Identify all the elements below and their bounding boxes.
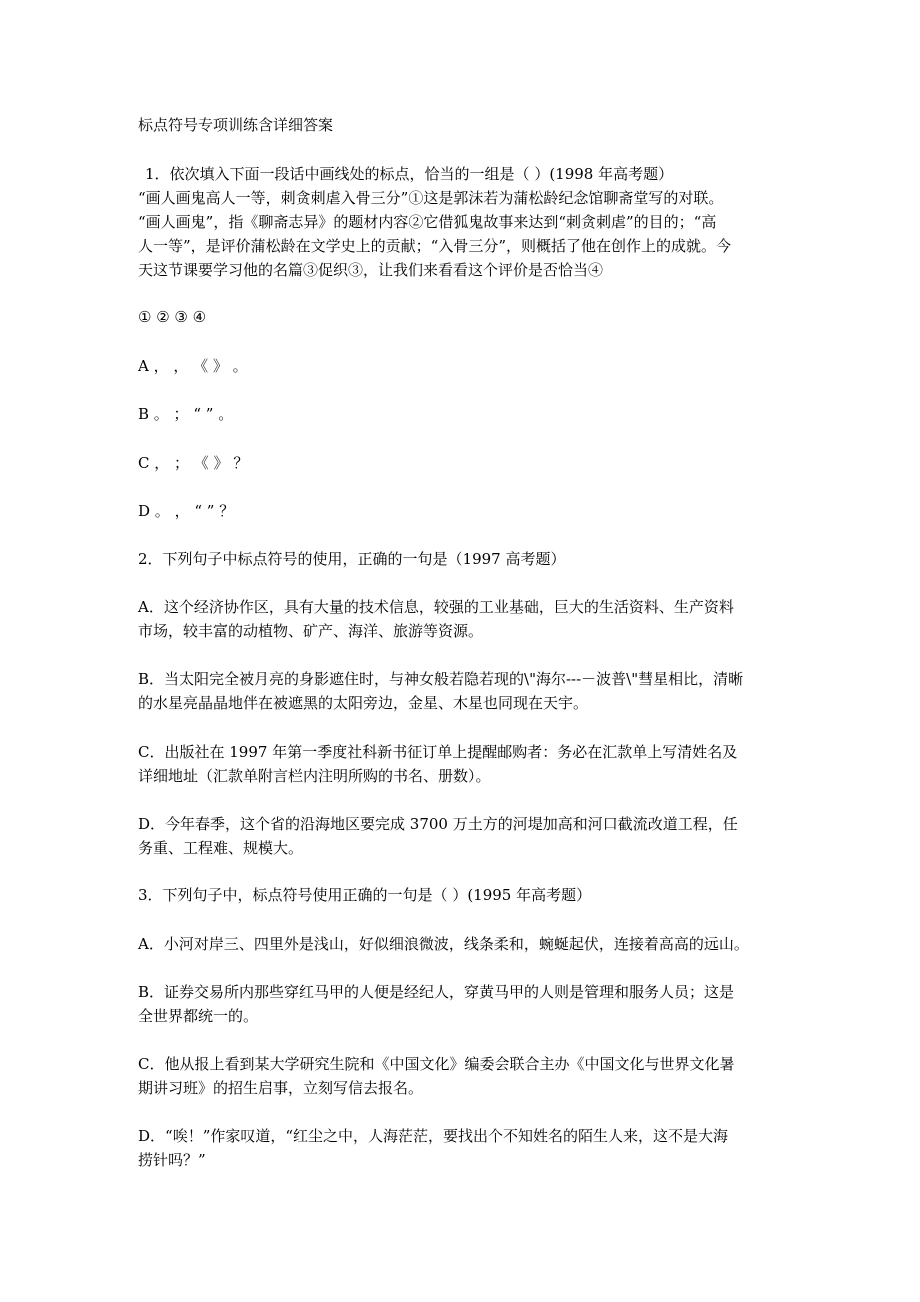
q1-passage-line: “画人画鬼高人一等，刺贪刺虐入骨三分”①这是郭沫若为蒲松龄纪念馆聊斋堂写的对联。 xyxy=(138,189,724,207)
q3-option-d-line2: 捞针吗？” xyxy=(138,1151,206,1169)
q2-option-a-line1: A．这个经济协作区，具有大量的技术信息，较强的工业基础，巨大的生活资料、生产资料 xyxy=(138,598,734,616)
q2-option-c-line1: C．出版社在 1997 年第一季度社科新书征订单上提醒邮购者：务必在汇款单上写清姓名及 xyxy=(138,743,738,761)
q2-option-a-line2: 市场，较丰富的动植物、矿产、海洋、旅游等资源。 xyxy=(138,622,484,640)
q2-option-d-line2: 务重、工程难、规模大。 xyxy=(138,839,304,857)
q1-option-c: C ， ； 《 》 ？ xyxy=(138,454,249,472)
document-title: 标点符号专项训练含详细答案 xyxy=(138,116,334,134)
q2-option-c-line2: 详细地址（汇款单附言栏内注明所购的书名、册数）。 xyxy=(138,767,491,785)
q3-option-d-line1: D．“唉！”作家叹道，“红尘之中，人海茫茫，要找出个不知姓名的陌生人来，这不是大海 xyxy=(138,1127,729,1145)
q1-passage-line: 人一等”，是评价蒲松龄在文学史上的贡献；“入骨三分”，则概括了他在创作上的成就。今 xyxy=(138,237,732,255)
q1-passage-line: 天这节课要学习他的名篇③促织③，让我们来看看这个评价是否恰当④ xyxy=(138,261,604,279)
q3-option-a-line1: A．小河对岸三、四里外是浅山，好似细浪微波，线条柔和，蜿蜒起伏，连接着高高的远山。 xyxy=(138,935,749,953)
q3-option-b-line1: B．证券交易所内那些穿红马甲的人便是经纪人，穿黄马甲的人则是管理和服务人员；这是 xyxy=(138,983,735,1001)
q1-option-b: B 。 ； “ ” 。 xyxy=(138,405,234,423)
q1-option-a: A ， ， 《 》 。 xyxy=(138,357,248,375)
q2-option-b-line2: 的水星亮晶晶地伴在被遮黑的太阳旁边，金星、木星也同现在天宇。 xyxy=(138,694,589,712)
q3-stem: 3．下列句子中，标点符号使用正确的一句是（ ）(1995 年高考题） xyxy=(138,886,592,904)
q2-stem: 2．下列句子中标点符号的使用，正确的一句是（1997 高考题） xyxy=(138,550,566,568)
q1-stem: 1．依次填入下面一段话中画线处的标点，恰当的一组是（ ）(1998 年高考题） xyxy=(145,165,674,183)
q3-option-c-line2: 期讲习班》的招生启事，立刻写信去报名。 xyxy=(138,1079,424,1097)
q3-option-b-line2: 全世界都统一的。 xyxy=(138,1007,259,1025)
q2-option-d-line1: D．今年春季，这个省的沿海地区要完成 3700 万土方的河堤加高和河口截流改道工程，任 xyxy=(138,815,738,833)
q1-option-d: D 。 ， “ ” ？ xyxy=(138,502,235,520)
q3-option-c-line1: C．他从报上看到某大学研究生院和《中国文化》编委会联合主办《中国文化与世界文化暑 xyxy=(138,1055,735,1073)
q1-markers: ① ② ③ ④ xyxy=(138,308,207,326)
q2-option-b-line1: B．当太阳完全被月亮的身影遮住时，与神女般若隐若现的\"海尔---－波普\"彗星相比，清晰 xyxy=(138,670,744,688)
q1-passage-line: “画人画鬼”，指《聊斋志异》的题材内容②它借狐鬼故事来达到“刺贪刺虐”的目的；“高 xyxy=(138,213,717,231)
